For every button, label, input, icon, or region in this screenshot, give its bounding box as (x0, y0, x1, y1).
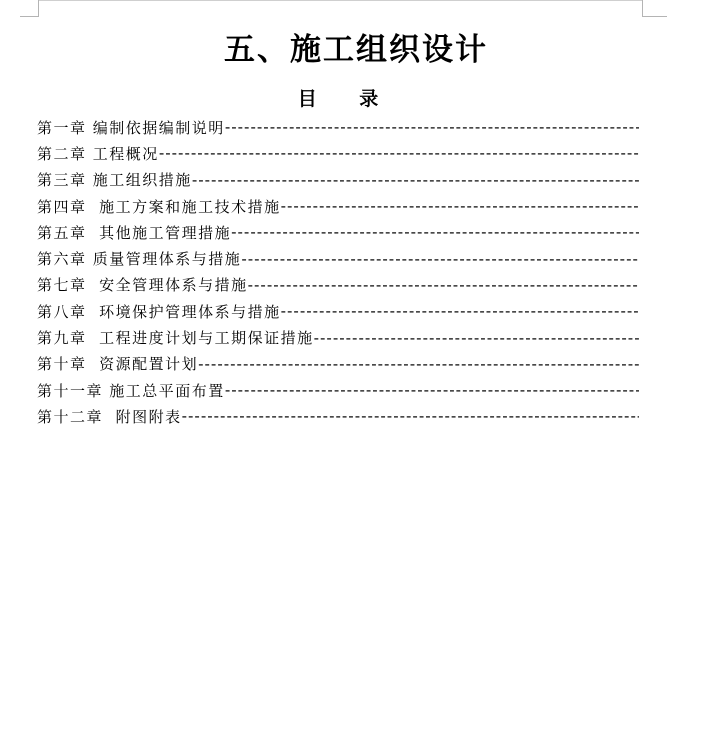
toc-entry-label: 第八章 环境保护管理体系与措施 (37, 302, 281, 321)
toc-entry-label: 第五章 其他施工管理措施 (37, 223, 232, 242)
toc-entry-label: 第六章 质量管理体系与措施 (37, 250, 242, 269)
toc-leader (248, 276, 639, 294)
toc-entry[interactable] (37, 377, 639, 403)
toc-leader (192, 171, 639, 189)
toc-leader (225, 118, 639, 136)
toc-leader (182, 407, 639, 425)
toc-entry[interactable] (37, 219, 639, 245)
toc-entry-label: 第十一章 施工总平面布置 (37, 381, 225, 400)
toc-leader (281, 197, 639, 215)
toc-entry-label: 第三章 施工组织措施 (37, 171, 192, 190)
toc-entry-label: 第二章 工程概况 (37, 144, 159, 163)
toc-entry-label: 第七章 安全管理体系与措施 (37, 276, 248, 295)
toc-leader (159, 144, 639, 162)
toc-entry[interactable] (37, 193, 639, 219)
toc-entry[interactable] (37, 114, 639, 140)
toc-heading: 目 录 (297, 88, 379, 110)
toc-leader (314, 329, 639, 347)
toc-entry[interactable] (37, 140, 639, 166)
toc-entry[interactable] (37, 403, 639, 429)
toc-entry[interactable] (37, 167, 639, 193)
document-title: 五、施工组织设计 (224, 32, 488, 68)
toc-entry[interactable] (37, 324, 639, 350)
toc-entry-label: 第四章 施工方案和施工技术措施 (37, 197, 281, 216)
toc-entry-label: 第十二章 附图附表 (37, 407, 182, 426)
toc-leader (281, 302, 639, 320)
toc-leader (241, 250, 639, 268)
toc-entry[interactable] (37, 272, 639, 298)
toc-entry[interactable] (37, 245, 639, 271)
toc-entry[interactable] (37, 351, 639, 377)
crop-mark-top-left (20, 0, 39, 17)
page-top-edge (38, 0, 642, 1)
table-of-contents (37, 114, 639, 430)
toc-entry-label: 第十章 资源配置计划 (37, 355, 199, 374)
toc-entry-label: 第一章 编制依据编制说明 (37, 118, 225, 137)
toc-entry-label: 第九章 工程进度计划与工期保证措施 (37, 329, 314, 348)
crop-mark-top-right (642, 0, 667, 17)
toc-entry[interactable] (37, 298, 639, 324)
toc-leader (198, 355, 639, 373)
toc-leader (231, 223, 639, 241)
toc-leader (225, 381, 639, 399)
